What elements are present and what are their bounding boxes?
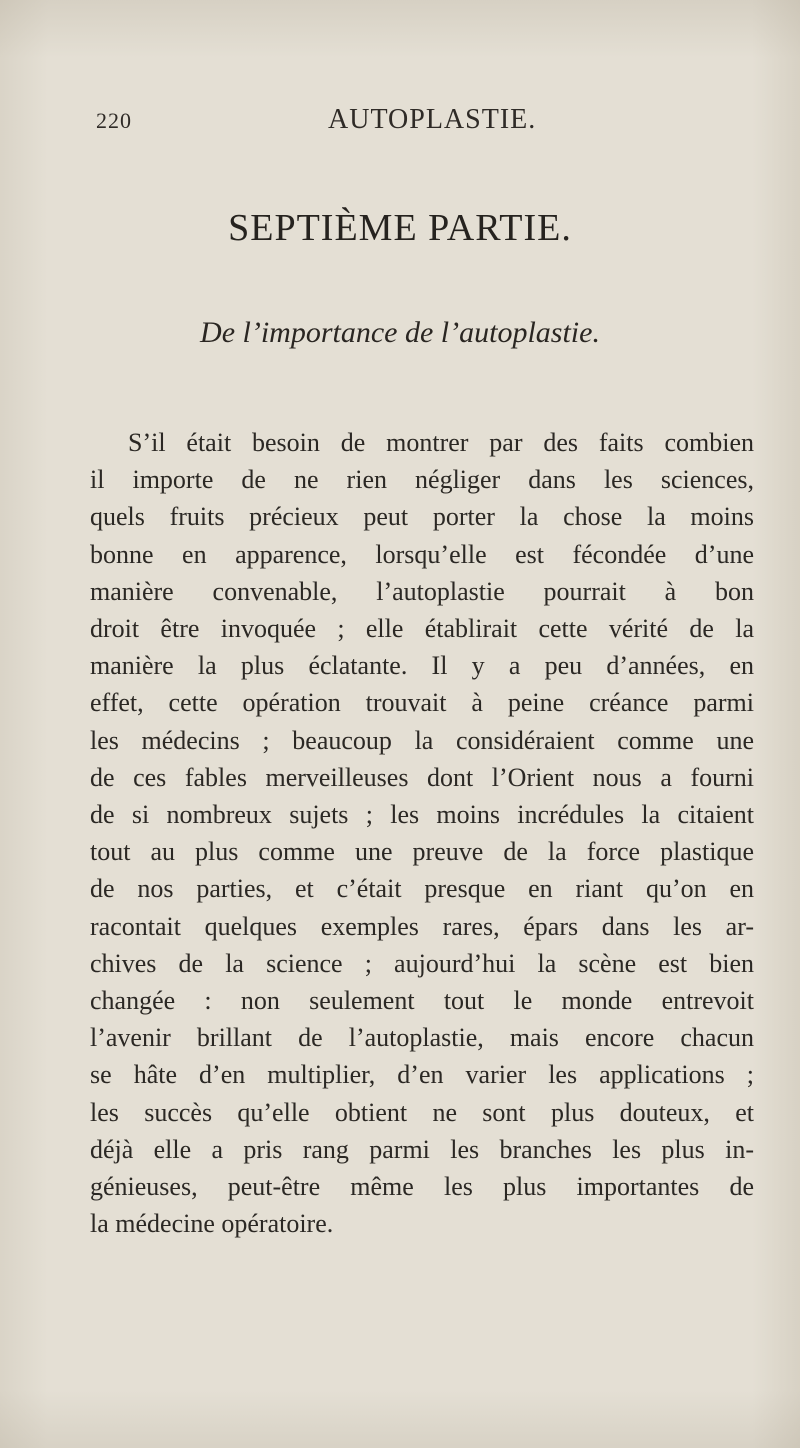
- text-line: déjà elle a pris rang parmi les branches les plus in-: [90, 1134, 754, 1164]
- text-line: se hâte d’en multiplier, d’en varier les applications ;: [90, 1060, 754, 1090]
- text-line: manière convenable, l’autoplastie pourrait à bon: [90, 576, 754, 606]
- text-line: droit être invoquée ; elle établirait cette vérité de la: [90, 614, 754, 644]
- section-subtitle: De l’importance de l’autoplastie.: [200, 316, 600, 349]
- running-title: AUTOPLASTIE.: [328, 104, 537, 135]
- text-line: de nos parties, et c’était presque en riant qu’on en: [90, 874, 754, 904]
- text-line: bonne en apparence, lorsqu’elle est fécondée d’une: [90, 539, 754, 569]
- part-heading: SEPTIÈME PARTIE.: [228, 207, 572, 249]
- text-line: S’il était besoin de montrer par des faits combien: [128, 428, 754, 457]
- text-line: effet, cette opération trouvait à peine créance parmi: [90, 688, 754, 718]
- text-line: racontait quelques exemples rares, épars dans les ar-: [90, 911, 754, 941]
- text-line: il importe de ne rien négliger dans les sciences,: [90, 465, 754, 495]
- text-line: l’avenir brillant de l’autoplastie, mais encore chacun: [90, 1023, 754, 1053]
- text-line: quels fruits précieux peut porter la chose la moins: [90, 502, 754, 532]
- body-paragraph: [90, 424, 754, 1242]
- text-line: la médecine opératoire.: [90, 1209, 334, 1239]
- text-line: de si nombreux sujets ; les moins incrédules la citaient: [90, 800, 754, 830]
- page-number: 220: [96, 108, 132, 133]
- text-line: les médecins ; beaucoup la considéraient comme une: [90, 725, 754, 755]
- text-line: tout au plus comme une preuve de la force plastique: [90, 837, 754, 867]
- text-line: changée : non seulement tout le monde entrevoit: [90, 986, 754, 1016]
- text-line: de ces fables merveilleuses dont l’Orient nous a fourni: [90, 762, 754, 792]
- text-line: les succès qu’elle obtient ne sont plus douteux, et: [90, 1097, 754, 1127]
- text-line: manière la plus éclatante. Il y a peu d’années, en: [90, 651, 754, 681]
- text-line: génieuses, peut-être même les plus importantes de: [90, 1172, 754, 1202]
- running-head: [96, 104, 760, 140]
- text-line: chives de la science ; aujourd’hui la scène est bien: [90, 948, 754, 978]
